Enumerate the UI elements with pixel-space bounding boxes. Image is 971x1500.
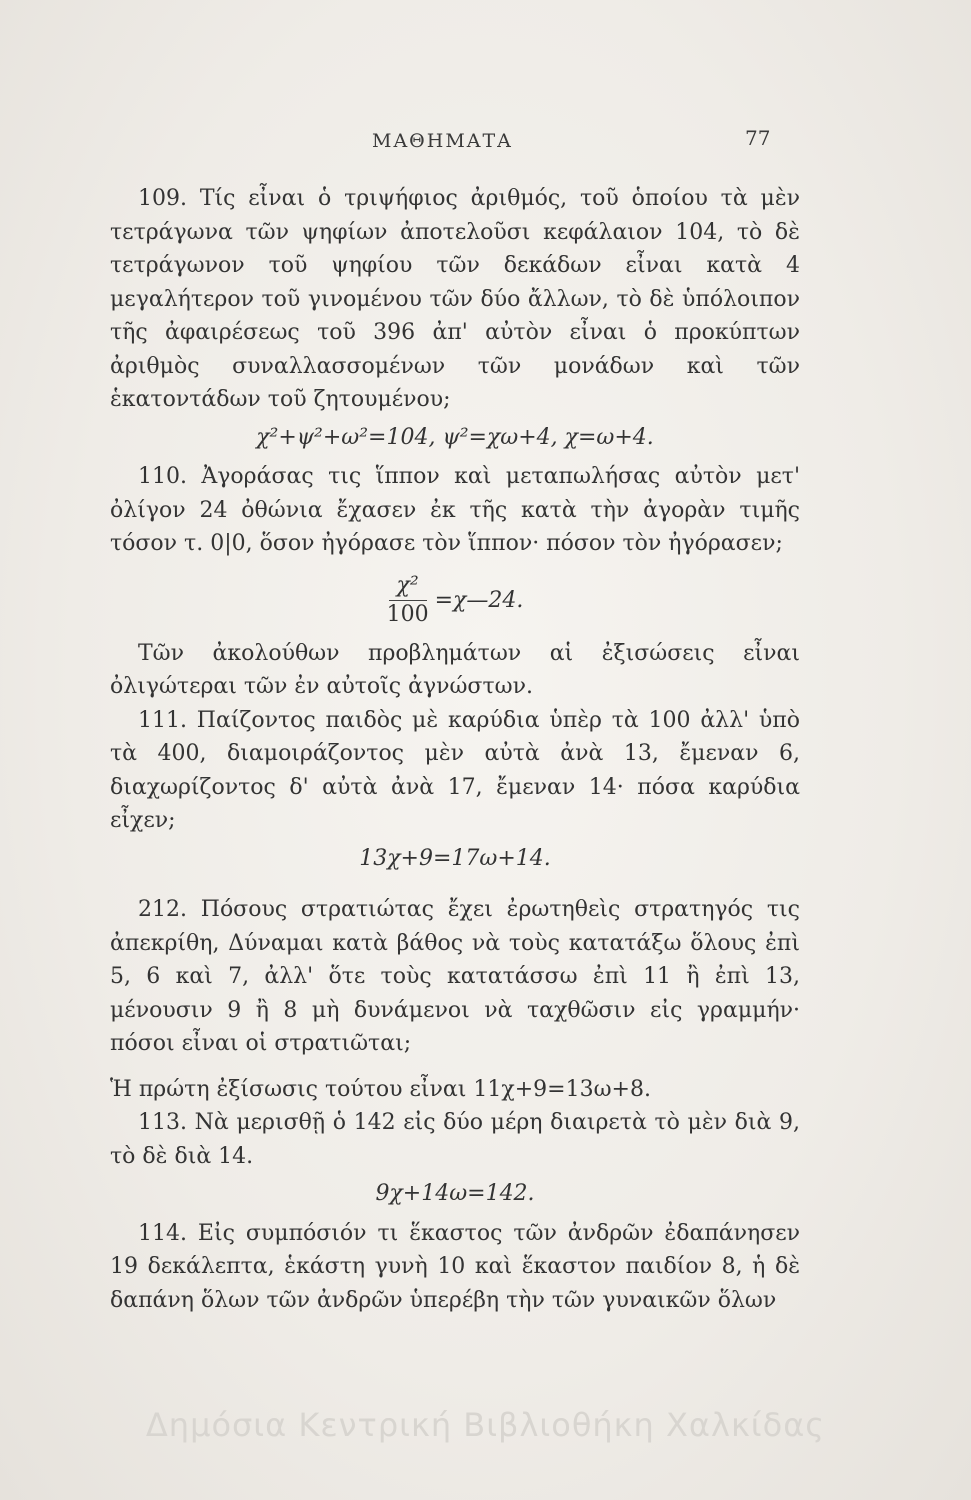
problem-113-equation: 9χ+14ω=142. xyxy=(375,1181,535,1206)
problem-114-text: 114. Εἰς συμπόσιόν τι ἕκαστος τῶν ἀνδρῶν ἐδαπάνησεν 19 δεκάλεπτα, ἑκάστη γυνὴ 10 καὶ ἕκαστον παιδίον 8, ἡ δὲ δαπάνη ὅλων τῶν ἀνδρῶν ὑπερέβη τὴν τῶν γυναικῶν ὅλων xyxy=(110,1220,800,1313)
spacer xyxy=(110,881,800,893)
fraction-numerator: χ² xyxy=(389,572,427,601)
problem-111-equation: 13χ+9=17ω+14. xyxy=(359,845,551,871)
problem-110-equation xyxy=(110,571,800,631)
problem-110-text: 110. Ἀγοράσας τις ἵππον καὶ μεταπωλήσας αὐτὸν μετ' ὀλίγον 24 ὀθώνια ἔχασεν ἐκ τῆς κατὰ τὴν ἀγορὰν τιμῆς τόσον τ. 0|0, ὅσον ἠγόρασε τὸν ἵππον· πόσον τὸν ἠγόρασεν; xyxy=(110,464,800,556)
fraction xyxy=(387,572,429,629)
problem-111-text: 111. Παίζοντος παιδὸς μὲ καρύδια ὑπὲρ τὰ 100 ἀλλ' ὑπὸ τὰ 400, διαμοιράζοντος μὲν αὐτὰ ἀνὰ 13, ἔμεναν 6, διαχωρίζοντος δ' αὐτὰ ἀνὰ 17, ἔμεναν 14· πόσα καρύδια εἶχεν; xyxy=(110,707,800,833)
problem-212-text: 212. Πόσους στρατιώτας ἔχει ἐρωτηθεὶς στρατηγός τις ἀπεκρίθη, Δύναμαι κατὰ βάθος νὰ τοὺς κατατάξω ὅλους ἐπὶ 5, 6 καὶ 7, ἀλλ' ὅτε τοὺς κατατάσσω ἐπὶ 11 ἢ ἐπὶ 13, μένουσιν 9 ἢ 8 μὴ δυνάμενοι νὰ ταχθῶσιν εἰς γραμμήν· πόσοι εἶναι οἱ στρατιῶται; xyxy=(110,897,800,1056)
problem-109-text: 109. Τίς εἶναι ὁ τριψήφιος ἀριθμός, τοῦ ὁποίου τὰ μὲν τετράγωνα τῶν ψηφίων ἀποτελοῦσι κεφάλαιον 104, τὸ δὲ τετράγωνον τοῦ ψηφίου τῶν δεκάδων εἶναι κατὰ 4 μεγαλήτερον τοῦ γινομένου τῶν δύο ἄλλων, τὸ δὲ ὑπόλοιπον τῆς ἀφαιρέσεως τοῦ 396 ἀπ' αὐτὸν εἶναι ὁ προκύπτων ἀριθμὸς συναλλασσομένων τῶν μονάδων καὶ τῶν ἑκατοντάδων τοῦ ζητουμένου; xyxy=(110,186,800,412)
problem-212-equation: Ἡ πρώτη ἐξίσωσις τούτου εἶναι 11χ+9=13ω+8. xyxy=(110,1076,651,1102)
equation-rhs: =χ—24. xyxy=(434,587,524,613)
library-watermark: Δημόσια Κεντρική Βιβλιοθήκη Χαλκίδας xyxy=(145,1406,826,1444)
section-note: Τῶν ἀκολούθων προβλημάτων αἱ ἐξισώσεις εἶναι ὀλιγώτεραι τῶν ἐν αὐτοῖς ἀγνώστων. xyxy=(110,640,800,699)
spacer xyxy=(110,1061,800,1073)
page-header xyxy=(0,126,971,160)
running-head: ΜΑΘΗΜΑΤΑ xyxy=(372,130,513,152)
fraction-denominator: 100 xyxy=(386,602,429,627)
problem-109-equation: χ²+ψ²+ω²=104, ψ²=χω+4, χ=ω+4. xyxy=(256,424,654,450)
problem-113-text: 113. Νὰ μερισθῇ ὁ 142 εἰς δύο μέρη διαιρετὰ τὸ μὲν διὰ 9, τὸ δὲ διὰ 14. xyxy=(110,1110,800,1169)
body-text xyxy=(110,182,800,1317)
page-number: 77 xyxy=(745,126,771,150)
